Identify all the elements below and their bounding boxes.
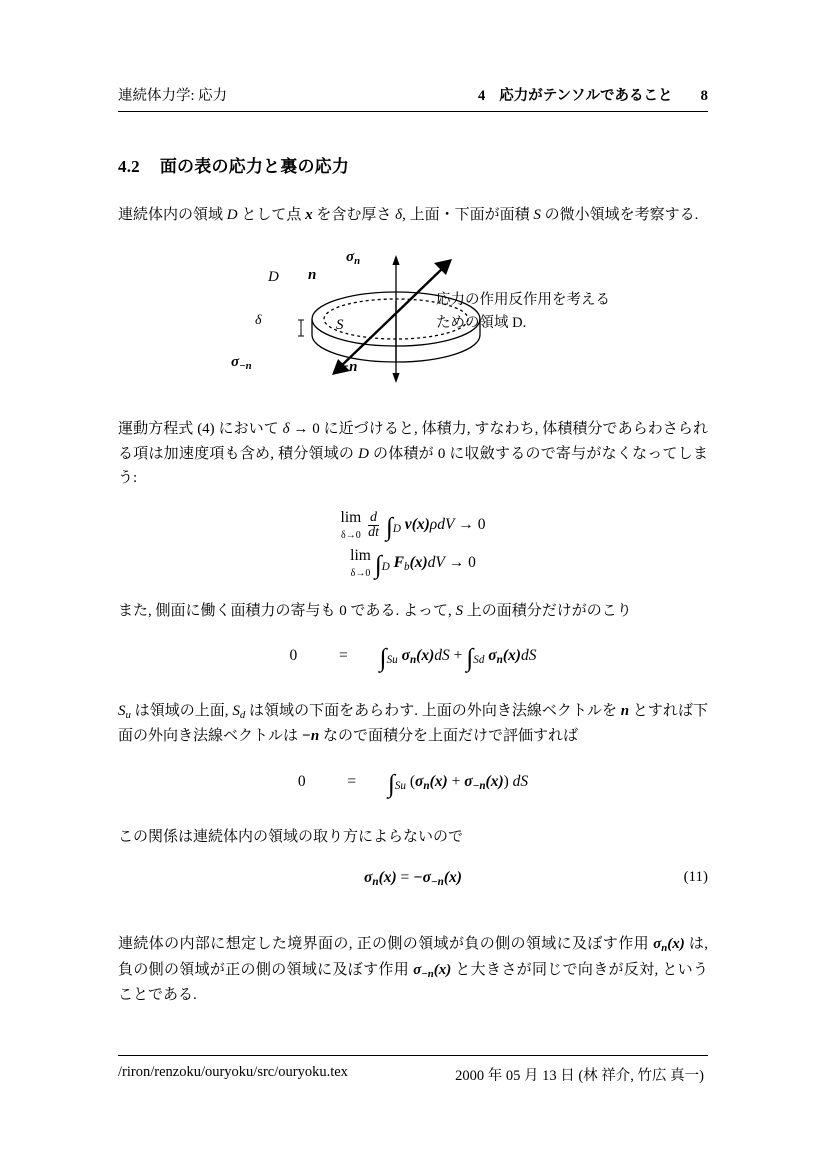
section-title: 面の表の応力と裏の応力 — [159, 157, 350, 176]
paragraph-1: 連続体内の領域 D として点 x を含む厚さ δ, 上面・下面が面積 S の微小領域を考察する. — [118, 207, 699, 223]
figure-label-sigma-n: $\sigma_n$ — [346, 249, 361, 268]
section-number: 4.2 — [118, 157, 140, 176]
lim-operator-2: lim δ→0 — [350, 547, 371, 579]
header-left-title: 連続体力学: 応力 — [118, 88, 228, 104]
paragraph-5: この関係は連続体内の領域の取り方によらないので — [118, 828, 464, 845]
figure-caption-line2: ための領域 D. — [436, 314, 527, 331]
integral-sign-su-2: ∫ — [387, 768, 395, 798]
eq-combined-body: $(\sigma_n(x) + \sigma_{-n}(x))$ dS — [409, 772, 529, 792]
figure-label-region: D — [268, 269, 279, 286]
eq-11-body: $\sigma_n(x) = -\sigma_{-n}(x)$ — [364, 868, 462, 889]
integrand-2-rest: (x)dV → 0 — [409, 554, 476, 572]
footer-file-path: /riron/renzoku/ouryoku/src/ouryoku.tex — [118, 1064, 348, 1080]
eq-combined-lhs: 0 — [297, 772, 306, 790]
page-content — [118, 84, 708, 1007]
header-section-title: 応力がテンソルであること — [499, 88, 673, 104]
equation-lim-momentum: lim δ→0 $\frac{d}{dt}$ $\int_D$ v(x)ρdV → 0 — [340, 509, 486, 542]
page-footer — [118, 1055, 708, 1085]
eq-surface-plus: + — [453, 646, 463, 664]
eq-combined-rel: = — [347, 772, 357, 790]
integral-sign-1: ∫ — [385, 512, 393, 542]
header-section-number: 4 — [477, 88, 486, 104]
integral-domain-sd: Sd — [473, 653, 485, 666]
integral-domain-2: D — [381, 561, 390, 574]
footer-date-authors: 2000 年 05 月 13 日 (林 祥介, 竹広 真一) — [455, 1068, 704, 1084]
paragraph-6: 連続体の内部に想定した境界面の, 正の側の領域が負の側の領域に及ぼす作用 $\sigma_n(x)$ は, 負の側の領域が正の側の領域に及ぼす作用 $\sigma_{-n}(x)$ と大きさが同じで向きが反対, ということである. — [118, 936, 708, 1004]
integral-sign-su-1: ∫ — [379, 642, 387, 672]
derivative-fraction: $\frac{d}{dt}$ — [368, 509, 379, 541]
section-heading — [118, 152, 708, 177]
integral-domain-su-1: Su — [386, 653, 398, 666]
integral-domain-su-2: Su — [394, 779, 406, 792]
figure-caption-line1: 応力の作用反作用を考える — [436, 292, 610, 309]
eq-surface-body-1: $\sigma_n(x)$ — [401, 646, 435, 666]
paragraph-2: 運動方程式 (4) において δ → 0 に近づけると, 体積力, すなわち, 体積積分であらわさられる項は加速度項も含め, 積分領域の D の体積が 0 に収斂するので寄与がなくなってしまう: — [118, 421, 708, 486]
integral-sign-sd: ∫ — [466, 642, 474, 672]
integral-sign-2: ∫ — [374, 550, 382, 580]
equation-11 — [118, 869, 708, 888]
paragraph-3: また, 側面に働く面積力の寄与も 0 である. よって, S 上の面積分だけがのこり — [118, 602, 632, 619]
figure-label-thickness: δ — [255, 313, 262, 329]
equation-limits-block — [118, 510, 708, 580]
eq-surface-rel: = — [339, 646, 348, 664]
lim-operator-1: lim δ→0 — [340, 509, 362, 541]
equation-combined — [118, 769, 708, 799]
header-page-number: 8 — [700, 88, 708, 104]
integrand-1: v — [404, 516, 412, 534]
integrand-2: F — [393, 554, 404, 572]
eq-surface-body-2: $\sigma_n(x)$ — [488, 646, 521, 666]
running-header — [118, 84, 708, 112]
integral-domain-1: D — [392, 523, 401, 536]
header-section — [227, 84, 700, 105]
equation-11-number: (11) — [683, 868, 708, 885]
equation-surface-integrals: $0 = \int_{Su}$ $\sigma_n(x)dS + \int_{Sd}$ $\sigma_n(x)dS$ — [289, 642, 537, 672]
eq-surface-lhs: 0 — [289, 646, 298, 664]
equation-lim-bodyforce: lim δ→0 $\int_D$ $F_b(x)dV \to 0$ — [350, 547, 476, 580]
figure-label-sigma-minus-n: $\sigma_{-n}$ — [231, 354, 252, 373]
paragraph-4: $S_u$ は領域の上面, $S_d$ は領域の下面をあらわす. 上面の外向き法線ベクトルを n とすれば下面の外向き法線ベクトルは −n なので面積分を上面だけで評価すれば — [118, 702, 708, 745]
figure-disk-region — [118, 241, 708, 391]
figure-label-minus-normal: −n — [340, 359, 358, 376]
figure-label-surface: S — [336, 317, 344, 334]
figure-label-normal: n — [308, 267, 317, 284]
figure-caption — [436, 289, 610, 334]
